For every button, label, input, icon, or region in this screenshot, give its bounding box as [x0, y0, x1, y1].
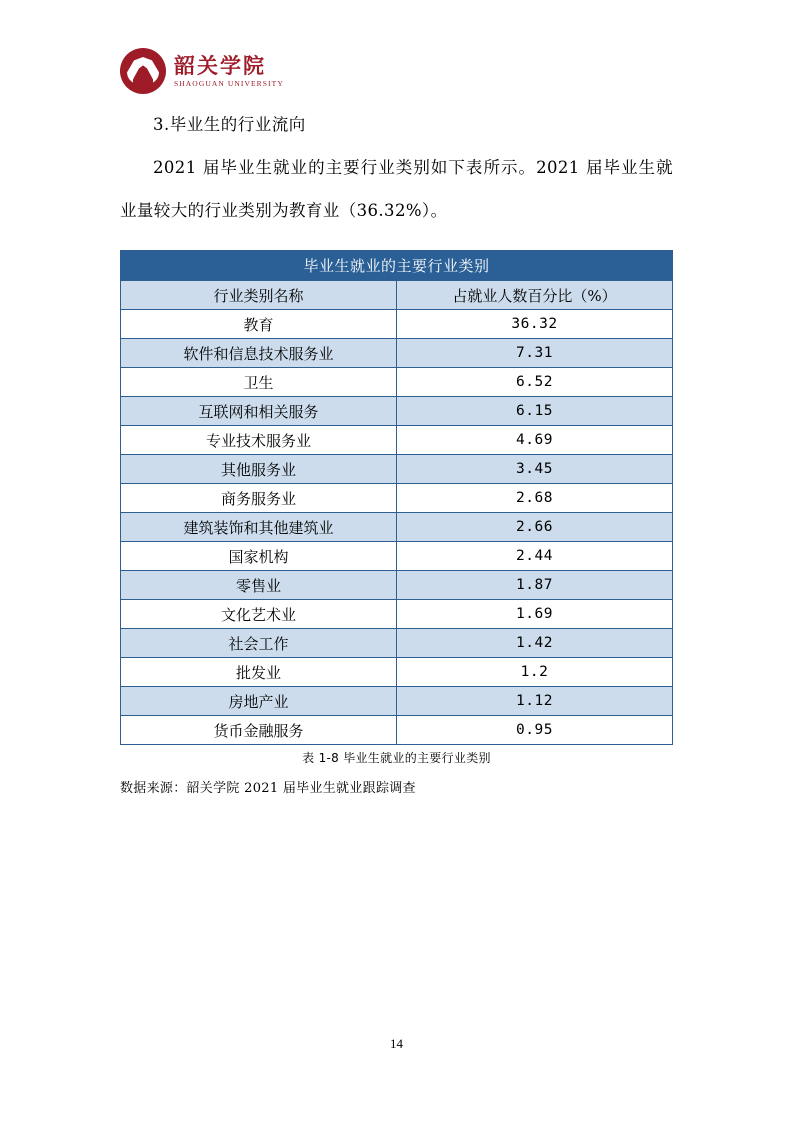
- table-row: [121, 658, 673, 687]
- row-industry-value: 1.2: [397, 658, 673, 687]
- row-industry-name: 互联网和相关服务: [121, 397, 397, 426]
- table-body: [121, 281, 673, 745]
- row-industry-name: 商务服务业: [121, 484, 397, 513]
- document-body: [120, 110, 673, 232]
- row-industry-name: 其他服务业: [121, 455, 397, 484]
- row-industry-value: 0.95: [397, 716, 673, 745]
- logo-name-en: SHAOGUAN UNIVERSITY: [174, 78, 284, 88]
- row-industry-name: 卫生: [121, 368, 397, 397]
- column-header-name: 行业类别名称: [121, 281, 397, 310]
- row-industry-value: 7.31: [397, 339, 673, 368]
- row-industry-name: 国家机构: [121, 542, 397, 571]
- section-heading: 3.毕业生的行业流向: [153, 115, 306, 134]
- table-row: [121, 310, 673, 339]
- row-industry-value: 1.69: [397, 600, 673, 629]
- row-industry-value: 1.42: [397, 629, 673, 658]
- table-row: [121, 484, 673, 513]
- row-industry-value: 2.66: [397, 513, 673, 542]
- logo-name-cn: 韶关学院: [174, 52, 266, 78]
- industry-table-block: [120, 250, 673, 796]
- row-industry-name: 软件和信息技术服务业: [121, 339, 397, 368]
- table-row: [121, 542, 673, 571]
- row-industry-name: 零售业: [121, 571, 397, 600]
- industry-distribution-table: [120, 250, 673, 745]
- body-paragraph: 2021 届毕业生就业的主要行业类别如下表所示。2021 届毕业生就业量较大的行业类别为教育业（36.32%）。: [120, 158, 673, 220]
- row-industry-value: 1.12: [397, 687, 673, 716]
- row-industry-value: 36.32: [397, 310, 673, 339]
- university-logo: [120, 48, 284, 94]
- table-row: [121, 571, 673, 600]
- table-row: [121, 600, 673, 629]
- table-row: [121, 426, 673, 455]
- row-industry-value: 4.69: [397, 426, 673, 455]
- table-row: [121, 368, 673, 397]
- table-column-header-row: [121, 281, 673, 310]
- table-row: [121, 513, 673, 542]
- row-industry-name: 文化艺术业: [121, 600, 397, 629]
- logo-text-block: [174, 52, 284, 88]
- column-header-percent: 占就业人数百分比（%）: [397, 281, 673, 310]
- table-row: [121, 339, 673, 368]
- table-caption: 表 1-8 毕业生就业的主要行业类别: [302, 751, 491, 765]
- row-industry-value: 2.68: [397, 484, 673, 513]
- row-industry-name: 社会工作: [121, 629, 397, 658]
- table-row: [121, 687, 673, 716]
- row-industry-name: 教育: [121, 310, 397, 339]
- table-row: [121, 629, 673, 658]
- row-industry-value: 1.87: [397, 571, 673, 600]
- table-row: [121, 716, 673, 745]
- table-row: [121, 455, 673, 484]
- row-industry-name: 批发业: [121, 658, 397, 687]
- row-industry-value: 2.44: [397, 542, 673, 571]
- row-industry-name: 货币金融服务: [121, 716, 397, 745]
- row-industry-name: 房地产业: [121, 687, 397, 716]
- page-number: 14: [390, 1036, 403, 1051]
- row-industry-value: 3.45: [397, 455, 673, 484]
- row-industry-name: 建筑装饰和其他建筑业: [121, 513, 397, 542]
- table-title-row: [121, 251, 673, 281]
- row-industry-name: 专业技术服务业: [121, 426, 397, 455]
- row-industry-value: 6.15: [397, 397, 673, 426]
- table-title: 毕业生就业的主要行业类别: [121, 251, 673, 281]
- row-industry-value: 6.52: [397, 368, 673, 397]
- university-crest-icon: [120, 48, 166, 94]
- table-source-note: 数据来源：韶关学院 2021 届毕业生就业跟踪调查: [120, 781, 416, 796]
- table-row: [121, 397, 673, 426]
- table-head: [121, 251, 673, 281]
